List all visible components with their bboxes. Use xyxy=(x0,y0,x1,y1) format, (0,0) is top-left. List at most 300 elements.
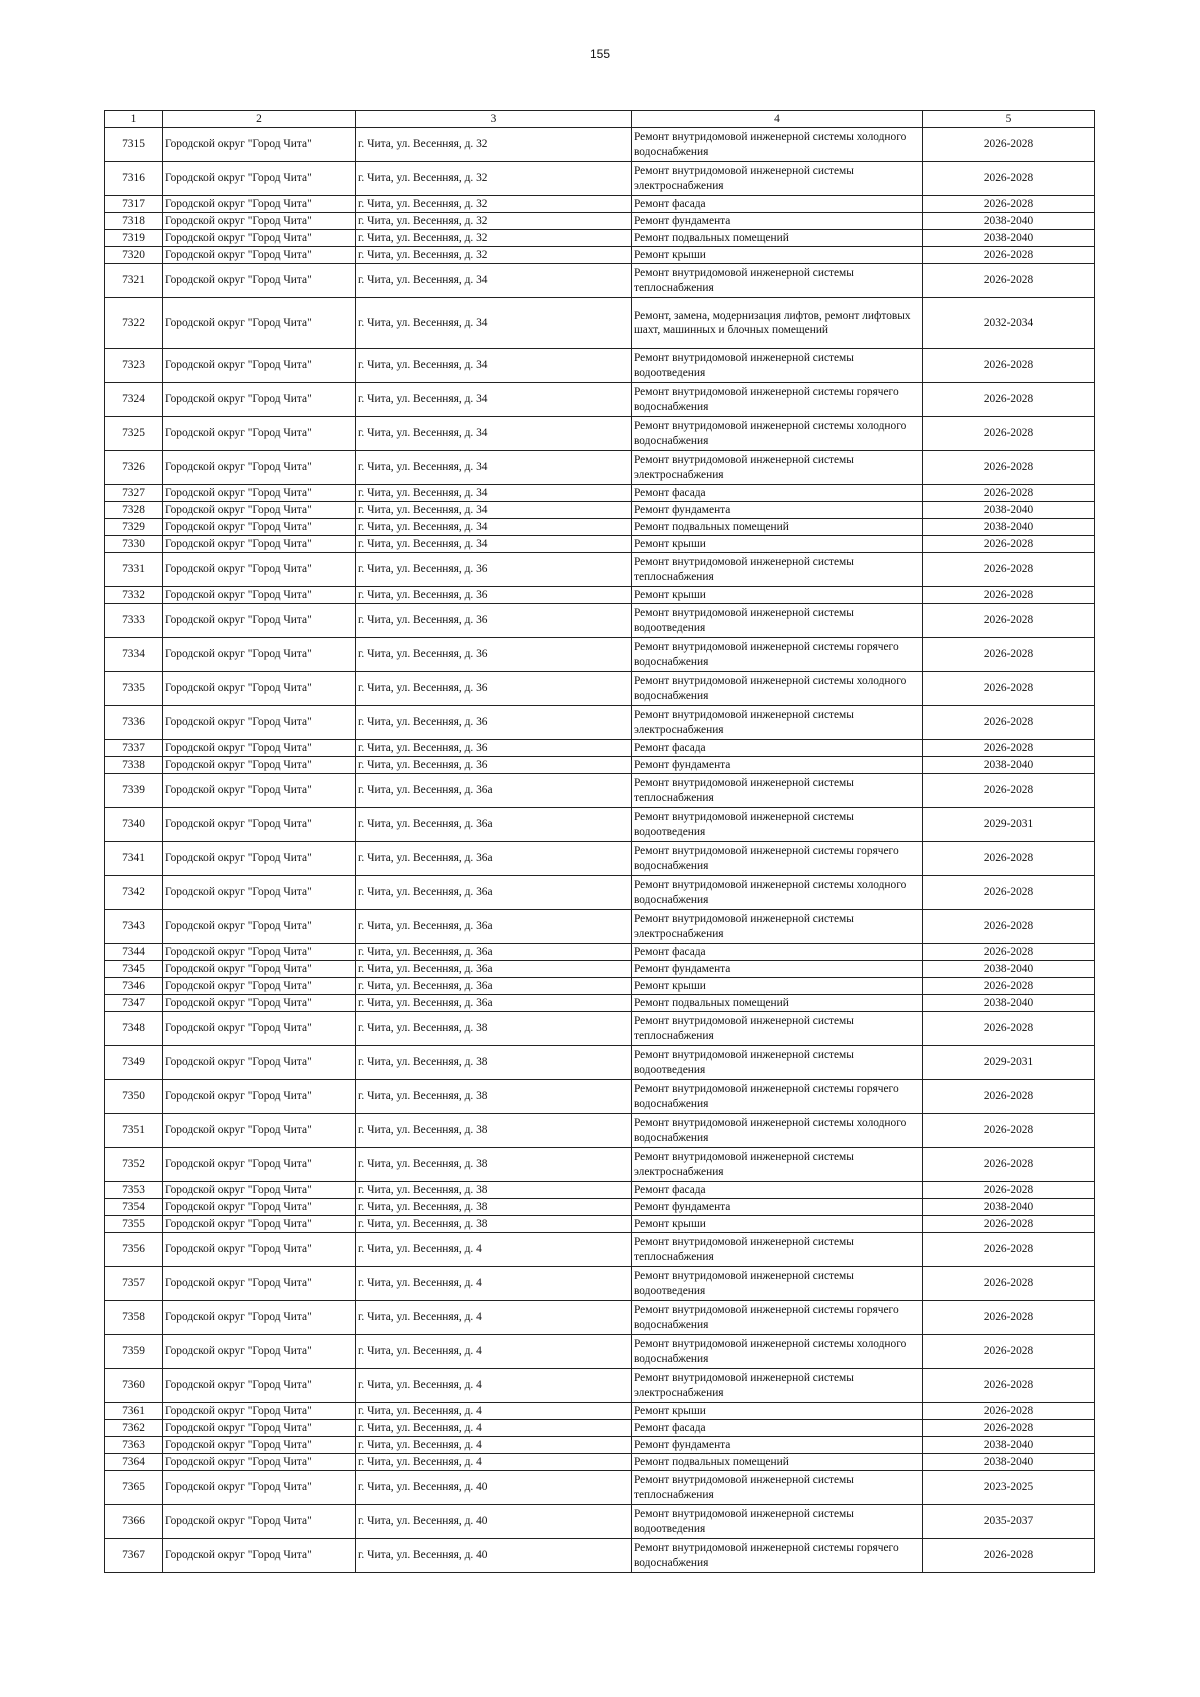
work-type-cell: Ремонт, замена, модернизация лифтов, ремонт лифтовых шахт, машинных и блочных помещений xyxy=(632,298,923,349)
table-row xyxy=(105,995,1095,1012)
address-cell: г. Чита, ул. Весенняя, д. 40 xyxy=(356,1539,632,1573)
row-number-cell: 7315 xyxy=(105,128,163,162)
district-cell: Городской округ "Город Чита" xyxy=(163,757,356,774)
row-number-cell: 7316 xyxy=(105,162,163,196)
period-cell: 2026-2028 xyxy=(923,587,1095,604)
period-cell: 2038-2040 xyxy=(923,995,1095,1012)
table-row xyxy=(105,740,1095,757)
row-number-cell: 7353 xyxy=(105,1182,163,1199)
row-number-cell: 7319 xyxy=(105,230,163,247)
work-type-cell: Ремонт внутридомовой инженерной системы холодного водоснабжения xyxy=(632,128,923,162)
table-row xyxy=(105,1454,1095,1471)
period-cell: 2038-2040 xyxy=(923,230,1095,247)
row-number-cell: 7354 xyxy=(105,1199,163,1216)
address-cell: г. Чита, ул. Весенняя, д. 36а xyxy=(356,995,632,1012)
row-number-cell: 7352 xyxy=(105,1148,163,1182)
table-row xyxy=(105,196,1095,213)
address-cell: г. Чита, ул. Весенняя, д. 4 xyxy=(356,1369,632,1403)
row-number-cell: 7357 xyxy=(105,1267,163,1301)
row-number-cell: 7340 xyxy=(105,808,163,842)
address-cell: г. Чита, ул. Весенняя, д. 32 xyxy=(356,247,632,264)
district-cell: Городской округ "Город Чита" xyxy=(163,1182,356,1199)
row-number-cell: 7338 xyxy=(105,757,163,774)
address-cell: г. Чита, ул. Весенняя, д. 4 xyxy=(356,1454,632,1471)
table-row xyxy=(105,230,1095,247)
work-type-cell: Ремонт внутридомовой инженерной системы водоотведения xyxy=(632,604,923,638)
row-number-cell: 7367 xyxy=(105,1539,163,1573)
address-cell: г. Чита, ул. Весенняя, д. 38 xyxy=(356,1148,632,1182)
row-number-cell: 7334 xyxy=(105,638,163,672)
row-number-cell: 7350 xyxy=(105,1080,163,1114)
row-number-cell: 7333 xyxy=(105,604,163,638)
work-type-cell: Ремонт внутридомовой инженерной системы теплоснабжения xyxy=(632,553,923,587)
row-number-cell: 7341 xyxy=(105,842,163,876)
address-cell: г. Чита, ул. Весенняя, д. 32 xyxy=(356,162,632,196)
district-cell: Городской округ "Город Чита" xyxy=(163,1539,356,1573)
work-type-cell: Ремонт внутридомовой инженерной системы электроснабжения xyxy=(632,451,923,485)
row-number-cell: 7359 xyxy=(105,1335,163,1369)
address-cell: г. Чита, ул. Весенняя, д. 4 xyxy=(356,1233,632,1267)
address-cell: г. Чита, ул. Весенняя, д. 36 xyxy=(356,757,632,774)
table-row xyxy=(105,1437,1095,1454)
work-type-cell: Ремонт крыши xyxy=(632,1403,923,1420)
table-row xyxy=(105,876,1095,910)
row-number-cell: 7346 xyxy=(105,978,163,995)
period-cell: 2026-2028 xyxy=(923,876,1095,910)
table-row xyxy=(105,1301,1095,1335)
work-type-cell: Ремонт фасада xyxy=(632,196,923,213)
address-cell: г. Чита, ул. Весенняя, д. 32 xyxy=(356,213,632,230)
period-cell: 2026-2028 xyxy=(923,1335,1095,1369)
work-type-cell: Ремонт внутридомовой инженерной системы горячего водоснабжения xyxy=(632,1539,923,1573)
table-row xyxy=(105,417,1095,451)
work-type-cell: Ремонт внутридомовой инженерной системы горячего водоснабжения xyxy=(632,1080,923,1114)
table-header-row xyxy=(105,111,1095,128)
table-row xyxy=(105,604,1095,638)
work-type-cell: Ремонт фундамента xyxy=(632,757,923,774)
work-type-cell: Ремонт внутридомовой инженерной системы электроснабжения xyxy=(632,910,923,944)
row-number-cell: 7328 xyxy=(105,502,163,519)
address-cell: г. Чита, ул. Весенняя, д. 36 xyxy=(356,638,632,672)
district-cell: Городской округ "Город Чита" xyxy=(163,485,356,502)
row-number-cell: 7325 xyxy=(105,417,163,451)
table-row xyxy=(105,978,1095,995)
period-cell: 2026-2028 xyxy=(923,1369,1095,1403)
work-type-cell: Ремонт внутридомовой инженерной системы электроснабжения xyxy=(632,706,923,740)
period-cell: 2023-2025 xyxy=(923,1471,1095,1505)
work-type-cell: Ремонт фасада xyxy=(632,740,923,757)
work-type-cell: Ремонт крыши xyxy=(632,536,923,553)
district-cell: Городской округ "Город Чита" xyxy=(163,536,356,553)
district-cell: Городской округ "Город Чита" xyxy=(163,1420,356,1437)
district-cell: Городской округ "Город Чита" xyxy=(163,808,356,842)
table-row xyxy=(105,264,1095,298)
period-cell: 2029-2031 xyxy=(923,808,1095,842)
district-cell: Городской округ "Город Чита" xyxy=(163,1454,356,1471)
address-cell: г. Чита, ул. Весенняя, д. 34 xyxy=(356,536,632,553)
address-cell: г. Чита, ул. Весенняя, д. 36 xyxy=(356,706,632,740)
address-cell: г. Чита, ул. Весенняя, д. 32 xyxy=(356,196,632,213)
table-row xyxy=(105,1369,1095,1403)
table-row xyxy=(105,1080,1095,1114)
address-cell: г. Чита, ул. Весенняя, д. 34 xyxy=(356,485,632,502)
table-row xyxy=(105,1114,1095,1148)
work-type-cell: Ремонт фундамента xyxy=(632,1437,923,1454)
period-cell: 2026-2028 xyxy=(923,1403,1095,1420)
address-cell: г. Чита, ул. Весенняя, д. 4 xyxy=(356,1403,632,1420)
address-cell: г. Чита, ул. Весенняя, д. 36 xyxy=(356,587,632,604)
table-row xyxy=(105,213,1095,230)
period-cell: 2032-2034 xyxy=(923,298,1095,349)
row-number-cell: 7326 xyxy=(105,451,163,485)
row-number-cell: 7349 xyxy=(105,1046,163,1080)
row-number-cell: 7351 xyxy=(105,1114,163,1148)
period-cell: 2026-2028 xyxy=(923,1216,1095,1233)
address-cell: г. Чита, ул. Весенняя, д. 36а xyxy=(356,876,632,910)
period-cell: 2026-2028 xyxy=(923,1539,1095,1573)
table-row xyxy=(105,672,1095,706)
address-cell: г. Чита, ул. Весенняя, д. 40 xyxy=(356,1471,632,1505)
address-cell: г. Чита, ул. Весенняя, д. 34 xyxy=(356,417,632,451)
work-type-cell: Ремонт внутридомовой инженерной системы теплоснабжения xyxy=(632,774,923,808)
row-number-cell: 7362 xyxy=(105,1420,163,1437)
address-cell: г. Чита, ул. Весенняя, д. 36 xyxy=(356,672,632,706)
address-cell: г. Чита, ул. Весенняя, д. 34 xyxy=(356,298,632,349)
work-type-cell: Ремонт внутридомовой инженерной системы теплоснабжения xyxy=(632,264,923,298)
work-type-cell: Ремонт внутридомовой инженерной системы водоотведения xyxy=(632,808,923,842)
period-cell: 2026-2028 xyxy=(923,1301,1095,1335)
table-row xyxy=(105,1233,1095,1267)
period-cell: 2038-2040 xyxy=(923,1199,1095,1216)
period-cell: 2026-2028 xyxy=(923,1182,1095,1199)
period-cell: 2026-2028 xyxy=(923,910,1095,944)
work-type-cell: Ремонт фундамента xyxy=(632,1199,923,1216)
table-row xyxy=(105,536,1095,553)
district-cell: Городской округ "Город Чита" xyxy=(163,978,356,995)
table-row xyxy=(105,757,1095,774)
district-cell: Городской округ "Город Чита" xyxy=(163,910,356,944)
address-cell: г. Чита, ул. Весенняя, д. 38 xyxy=(356,1012,632,1046)
work-type-cell: Ремонт фасада xyxy=(632,485,923,502)
table-row xyxy=(105,1267,1095,1301)
table-row xyxy=(105,1539,1095,1573)
row-number-cell: 7321 xyxy=(105,264,163,298)
row-number-cell: 7324 xyxy=(105,383,163,417)
table-row xyxy=(105,519,1095,536)
table-row xyxy=(105,1148,1095,1182)
row-number-cell: 7339 xyxy=(105,774,163,808)
district-cell: Городской округ "Город Чита" xyxy=(163,162,356,196)
district-cell: Городской округ "Город Чита" xyxy=(163,1114,356,1148)
table-row xyxy=(105,961,1095,978)
work-type-cell: Ремонт внутридомовой инженерной системы горячего водоснабжения xyxy=(632,1301,923,1335)
work-type-cell: Ремонт крыши xyxy=(632,978,923,995)
table-row xyxy=(105,1471,1095,1505)
work-type-cell: Ремонт фасада xyxy=(632,1420,923,1437)
row-number-cell: 7344 xyxy=(105,944,163,961)
work-type-cell: Ремонт внутридомовой инженерной системы холодного водоснабжения xyxy=(632,1335,923,1369)
table-row xyxy=(105,247,1095,264)
period-cell: 2038-2040 xyxy=(923,213,1095,230)
district-cell: Городской округ "Город Чита" xyxy=(163,1505,356,1539)
address-cell: г. Чита, ул. Весенняя, д. 36а xyxy=(356,808,632,842)
address-cell: г. Чита, ул. Весенняя, д. 34 xyxy=(356,451,632,485)
address-cell: г. Чита, ул. Весенняя, д. 36 xyxy=(356,604,632,638)
column-header-4: 4 xyxy=(632,111,923,128)
table-row xyxy=(105,1199,1095,1216)
work-type-cell: Ремонт внутридомовой инженерной системы электроснабжения xyxy=(632,1148,923,1182)
address-cell: г. Чита, ул. Весенняя, д. 36а xyxy=(356,978,632,995)
district-cell: Городской округ "Город Чита" xyxy=(163,672,356,706)
row-number-cell: 7331 xyxy=(105,553,163,587)
work-type-cell: Ремонт внутридомовой инженерной системы горячего водоснабжения xyxy=(632,842,923,876)
row-number-cell: 7336 xyxy=(105,706,163,740)
row-number-cell: 7348 xyxy=(105,1012,163,1046)
row-number-cell: 7364 xyxy=(105,1454,163,1471)
row-number-cell: 7358 xyxy=(105,1301,163,1335)
work-type-cell: Ремонт подвальных помещений xyxy=(632,230,923,247)
district-cell: Городской округ "Город Чита" xyxy=(163,502,356,519)
district-cell: Городской округ "Город Чита" xyxy=(163,1233,356,1267)
period-cell: 2026-2028 xyxy=(923,383,1095,417)
district-cell: Городской округ "Город Чита" xyxy=(163,349,356,383)
work-type-cell: Ремонт внутридомовой инженерной системы горячего водоснабжения xyxy=(632,383,923,417)
work-type-cell: Ремонт фасада xyxy=(632,1182,923,1199)
period-cell: 2026-2028 xyxy=(923,774,1095,808)
district-cell: Городской округ "Город Чита" xyxy=(163,604,356,638)
period-cell: 2026-2028 xyxy=(923,1148,1095,1182)
column-header-3: 3 xyxy=(356,111,632,128)
district-cell: Городской округ "Город Чита" xyxy=(163,876,356,910)
table-row xyxy=(105,485,1095,502)
address-cell: г. Чита, ул. Весенняя, д. 36а xyxy=(356,842,632,876)
period-cell: 2026-2028 xyxy=(923,1233,1095,1267)
district-cell: Городской округ "Город Чита" xyxy=(163,196,356,213)
row-number-cell: 7332 xyxy=(105,587,163,604)
address-cell: г. Чита, ул. Весенняя, д. 38 xyxy=(356,1216,632,1233)
table-body xyxy=(105,128,1095,1573)
period-cell: 2026-2028 xyxy=(923,604,1095,638)
period-cell: 2026-2028 xyxy=(923,706,1095,740)
table-row xyxy=(105,349,1095,383)
work-type-cell: Ремонт внутридомовой инженерной системы холодного водоснабжения xyxy=(632,876,923,910)
table-row xyxy=(105,1505,1095,1539)
table-row xyxy=(105,451,1095,485)
column-header-2: 2 xyxy=(163,111,356,128)
period-cell: 2026-2028 xyxy=(923,553,1095,587)
work-type-cell: Ремонт фундамента xyxy=(632,502,923,519)
district-cell: Городской округ "Город Чита" xyxy=(163,230,356,247)
table-row xyxy=(105,128,1095,162)
column-header-5: 5 xyxy=(923,111,1095,128)
table-row xyxy=(105,910,1095,944)
address-cell: г. Чита, ул. Весенняя, д. 34 xyxy=(356,264,632,298)
district-cell: Городской округ "Город Чита" xyxy=(163,1267,356,1301)
address-cell: г. Чита, ул. Весенняя, д. 36а xyxy=(356,910,632,944)
work-type-cell: Ремонт внутридомовой инженерной системы холодного водоснабжения xyxy=(632,417,923,451)
table-row xyxy=(105,1182,1095,1199)
work-type-cell: Ремонт внутридомовой инженерной системы теплоснабжения xyxy=(632,1012,923,1046)
district-cell: Городской округ "Город Чита" xyxy=(163,553,356,587)
period-cell: 2038-2040 xyxy=(923,1437,1095,1454)
row-number-cell: 7365 xyxy=(105,1471,163,1505)
row-number-cell: 7342 xyxy=(105,876,163,910)
period-cell: 2026-2028 xyxy=(923,978,1095,995)
district-cell: Городской округ "Город Чита" xyxy=(163,1369,356,1403)
address-cell: г. Чита, ул. Весенняя, д. 34 xyxy=(356,349,632,383)
period-cell: 2038-2040 xyxy=(923,519,1095,536)
row-number-cell: 7355 xyxy=(105,1216,163,1233)
period-cell: 2038-2040 xyxy=(923,757,1095,774)
work-type-cell: Ремонт крыши xyxy=(632,587,923,604)
district-cell: Городской округ "Город Чита" xyxy=(163,638,356,672)
period-cell: 2038-2040 xyxy=(923,961,1095,978)
period-cell: 2026-2028 xyxy=(923,417,1095,451)
address-cell: г. Чита, ул. Весенняя, д. 4 xyxy=(356,1335,632,1369)
table-row xyxy=(105,1420,1095,1437)
district-cell: Городской округ "Город Чита" xyxy=(163,1148,356,1182)
work-type-cell: Ремонт внутридомовой инженерной системы водоотведения xyxy=(632,1267,923,1301)
row-number-cell: 7323 xyxy=(105,349,163,383)
row-number-cell: 7347 xyxy=(105,995,163,1012)
row-number-cell: 7363 xyxy=(105,1437,163,1454)
work-type-cell: Ремонт внутридомовой инженерной системы теплоснабжения xyxy=(632,1471,923,1505)
period-cell: 2026-2028 xyxy=(923,247,1095,264)
period-cell: 2026-2028 xyxy=(923,1267,1095,1301)
work-type-cell: Ремонт фасада xyxy=(632,944,923,961)
page-number: 155 xyxy=(589,47,611,61)
district-cell: Городской округ "Город Чита" xyxy=(163,774,356,808)
district-cell: Городской округ "Город Чита" xyxy=(163,1301,356,1335)
address-cell: г. Чита, ул. Весенняя, д. 4 xyxy=(356,1267,632,1301)
period-cell: 2026-2028 xyxy=(923,1012,1095,1046)
period-cell: 2026-2028 xyxy=(923,451,1095,485)
district-cell: Городской округ "Город Чита" xyxy=(163,451,356,485)
table-row xyxy=(105,774,1095,808)
work-type-cell: Ремонт внутридомовой инженерной системы электроснабжения xyxy=(632,162,923,196)
period-cell: 2026-2028 xyxy=(923,638,1095,672)
table-row xyxy=(105,706,1095,740)
district-cell: Городской округ "Город Чита" xyxy=(163,1335,356,1369)
district-cell: Городской округ "Город Чита" xyxy=(163,1080,356,1114)
work-type-cell: Ремонт подвальных помещений xyxy=(632,519,923,536)
period-cell: 2026-2028 xyxy=(923,162,1095,196)
district-cell: Городской округ "Город Чита" xyxy=(163,587,356,604)
address-cell: г. Чита, ул. Весенняя, д. 38 xyxy=(356,1046,632,1080)
table-row xyxy=(105,162,1095,196)
work-type-cell: Ремонт подвальных помещений xyxy=(632,1454,923,1471)
row-number-cell: 7322 xyxy=(105,298,163,349)
work-type-cell: Ремонт крыши xyxy=(632,1216,923,1233)
address-cell: г. Чита, ул. Весенняя, д. 38 xyxy=(356,1182,632,1199)
row-number-cell: 7361 xyxy=(105,1403,163,1420)
row-number-cell: 7356 xyxy=(105,1233,163,1267)
period-cell: 2026-2028 xyxy=(923,944,1095,961)
district-cell: Городской округ "Город Чита" xyxy=(163,1216,356,1233)
district-cell: Городской округ "Город Чита" xyxy=(163,383,356,417)
district-cell: Городской округ "Город Чита" xyxy=(163,706,356,740)
address-cell: г. Чита, ул. Весенняя, д. 4 xyxy=(356,1301,632,1335)
district-cell: Городской округ "Город Чита" xyxy=(163,1403,356,1420)
district-cell: Городской округ "Город Чита" xyxy=(163,740,356,757)
address-cell: г. Чита, ул. Весенняя, д. 34 xyxy=(356,383,632,417)
row-number-cell: 7366 xyxy=(105,1505,163,1539)
district-cell: Городской округ "Город Чита" xyxy=(163,128,356,162)
district-cell: Городской округ "Город Чита" xyxy=(163,298,356,349)
table-row xyxy=(105,808,1095,842)
district-cell: Городской округ "Город Чита" xyxy=(163,213,356,230)
address-cell: г. Чита, ул. Весенняя, д. 36 xyxy=(356,740,632,757)
row-number-cell: 7329 xyxy=(105,519,163,536)
address-cell: г. Чита, ул. Весенняя, д. 38 xyxy=(356,1114,632,1148)
work-type-cell: Ремонт фундамента xyxy=(632,961,923,978)
address-cell: г. Чита, ул. Весенняя, д. 36а xyxy=(356,961,632,978)
address-cell: г. Чита, ул. Весенняя, д. 32 xyxy=(356,230,632,247)
address-cell: г. Чита, ул. Весенняя, д. 36 xyxy=(356,553,632,587)
address-cell: г. Чита, ул. Весенняя, д. 38 xyxy=(356,1080,632,1114)
period-cell: 2026-2028 xyxy=(923,1420,1095,1437)
table-row xyxy=(105,1216,1095,1233)
table-row xyxy=(105,587,1095,604)
address-cell: г. Чита, ул. Весенняя, д. 36а xyxy=(356,774,632,808)
work-type-cell: Ремонт крыши xyxy=(632,247,923,264)
table-row xyxy=(105,1012,1095,1046)
row-number-cell: 7320 xyxy=(105,247,163,264)
district-cell: Городской округ "Город Чита" xyxy=(163,1199,356,1216)
period-cell: 2026-2028 xyxy=(923,264,1095,298)
table-row xyxy=(105,502,1095,519)
period-cell: 2026-2028 xyxy=(923,536,1095,553)
period-cell: 2038-2040 xyxy=(923,1454,1095,1471)
period-cell: 2026-2028 xyxy=(923,1080,1095,1114)
work-type-cell: Ремонт внутридомовой инженерной системы холодного водоснабжения xyxy=(632,1114,923,1148)
period-cell: 2029-2031 xyxy=(923,1046,1095,1080)
district-cell: Городской округ "Город Чита" xyxy=(163,519,356,536)
row-number-cell: 7335 xyxy=(105,672,163,706)
work-type-cell: Ремонт внутридомовой инженерной системы водоотведения xyxy=(632,349,923,383)
address-cell: г. Чита, ул. Весенняя, д. 32 xyxy=(356,128,632,162)
district-cell: Городской округ "Город Чита" xyxy=(163,1012,356,1046)
period-cell: 2026-2028 xyxy=(923,672,1095,706)
column-header-1: 1 xyxy=(105,111,163,128)
address-cell: г. Чита, ул. Весенняя, д. 40 xyxy=(356,1505,632,1539)
period-cell: 2038-2040 xyxy=(923,502,1095,519)
address-cell: г. Чита, ул. Весенняя, д. 34 xyxy=(356,502,632,519)
work-type-cell: Ремонт внутридомовой инженерной системы электроснабжения xyxy=(632,1369,923,1403)
district-cell: Городской округ "Город Чита" xyxy=(163,944,356,961)
address-cell: г. Чита, ул. Весенняя, д. 4 xyxy=(356,1437,632,1454)
row-number-cell: 7343 xyxy=(105,910,163,944)
period-cell: 2026-2028 xyxy=(923,1114,1095,1148)
table-row xyxy=(105,553,1095,587)
district-cell: Городской округ "Город Чита" xyxy=(163,1046,356,1080)
period-cell: 2026-2028 xyxy=(923,196,1095,213)
address-cell: г. Чита, ул. Весенняя, д. 36а xyxy=(356,944,632,961)
period-cell: 2026-2028 xyxy=(923,842,1095,876)
period-cell: 2026-2028 xyxy=(923,485,1095,502)
row-number-cell: 7330 xyxy=(105,536,163,553)
work-type-cell: Ремонт подвальных помещений xyxy=(632,995,923,1012)
row-number-cell: 7360 xyxy=(105,1369,163,1403)
work-type-cell: Ремонт внутридомовой инженерной системы водоотведения xyxy=(632,1046,923,1080)
district-cell: Городской округ "Город Чита" xyxy=(163,264,356,298)
table-row xyxy=(105,638,1095,672)
district-cell: Городской округ "Город Чита" xyxy=(163,1471,356,1505)
district-cell: Городской округ "Город Чита" xyxy=(163,995,356,1012)
address-cell: г. Чита, ул. Весенняя, д. 34 xyxy=(356,519,632,536)
district-cell: Городской округ "Город Чита" xyxy=(163,247,356,264)
work-type-cell: Ремонт внутридомовой инженерной системы теплоснабжения xyxy=(632,1233,923,1267)
